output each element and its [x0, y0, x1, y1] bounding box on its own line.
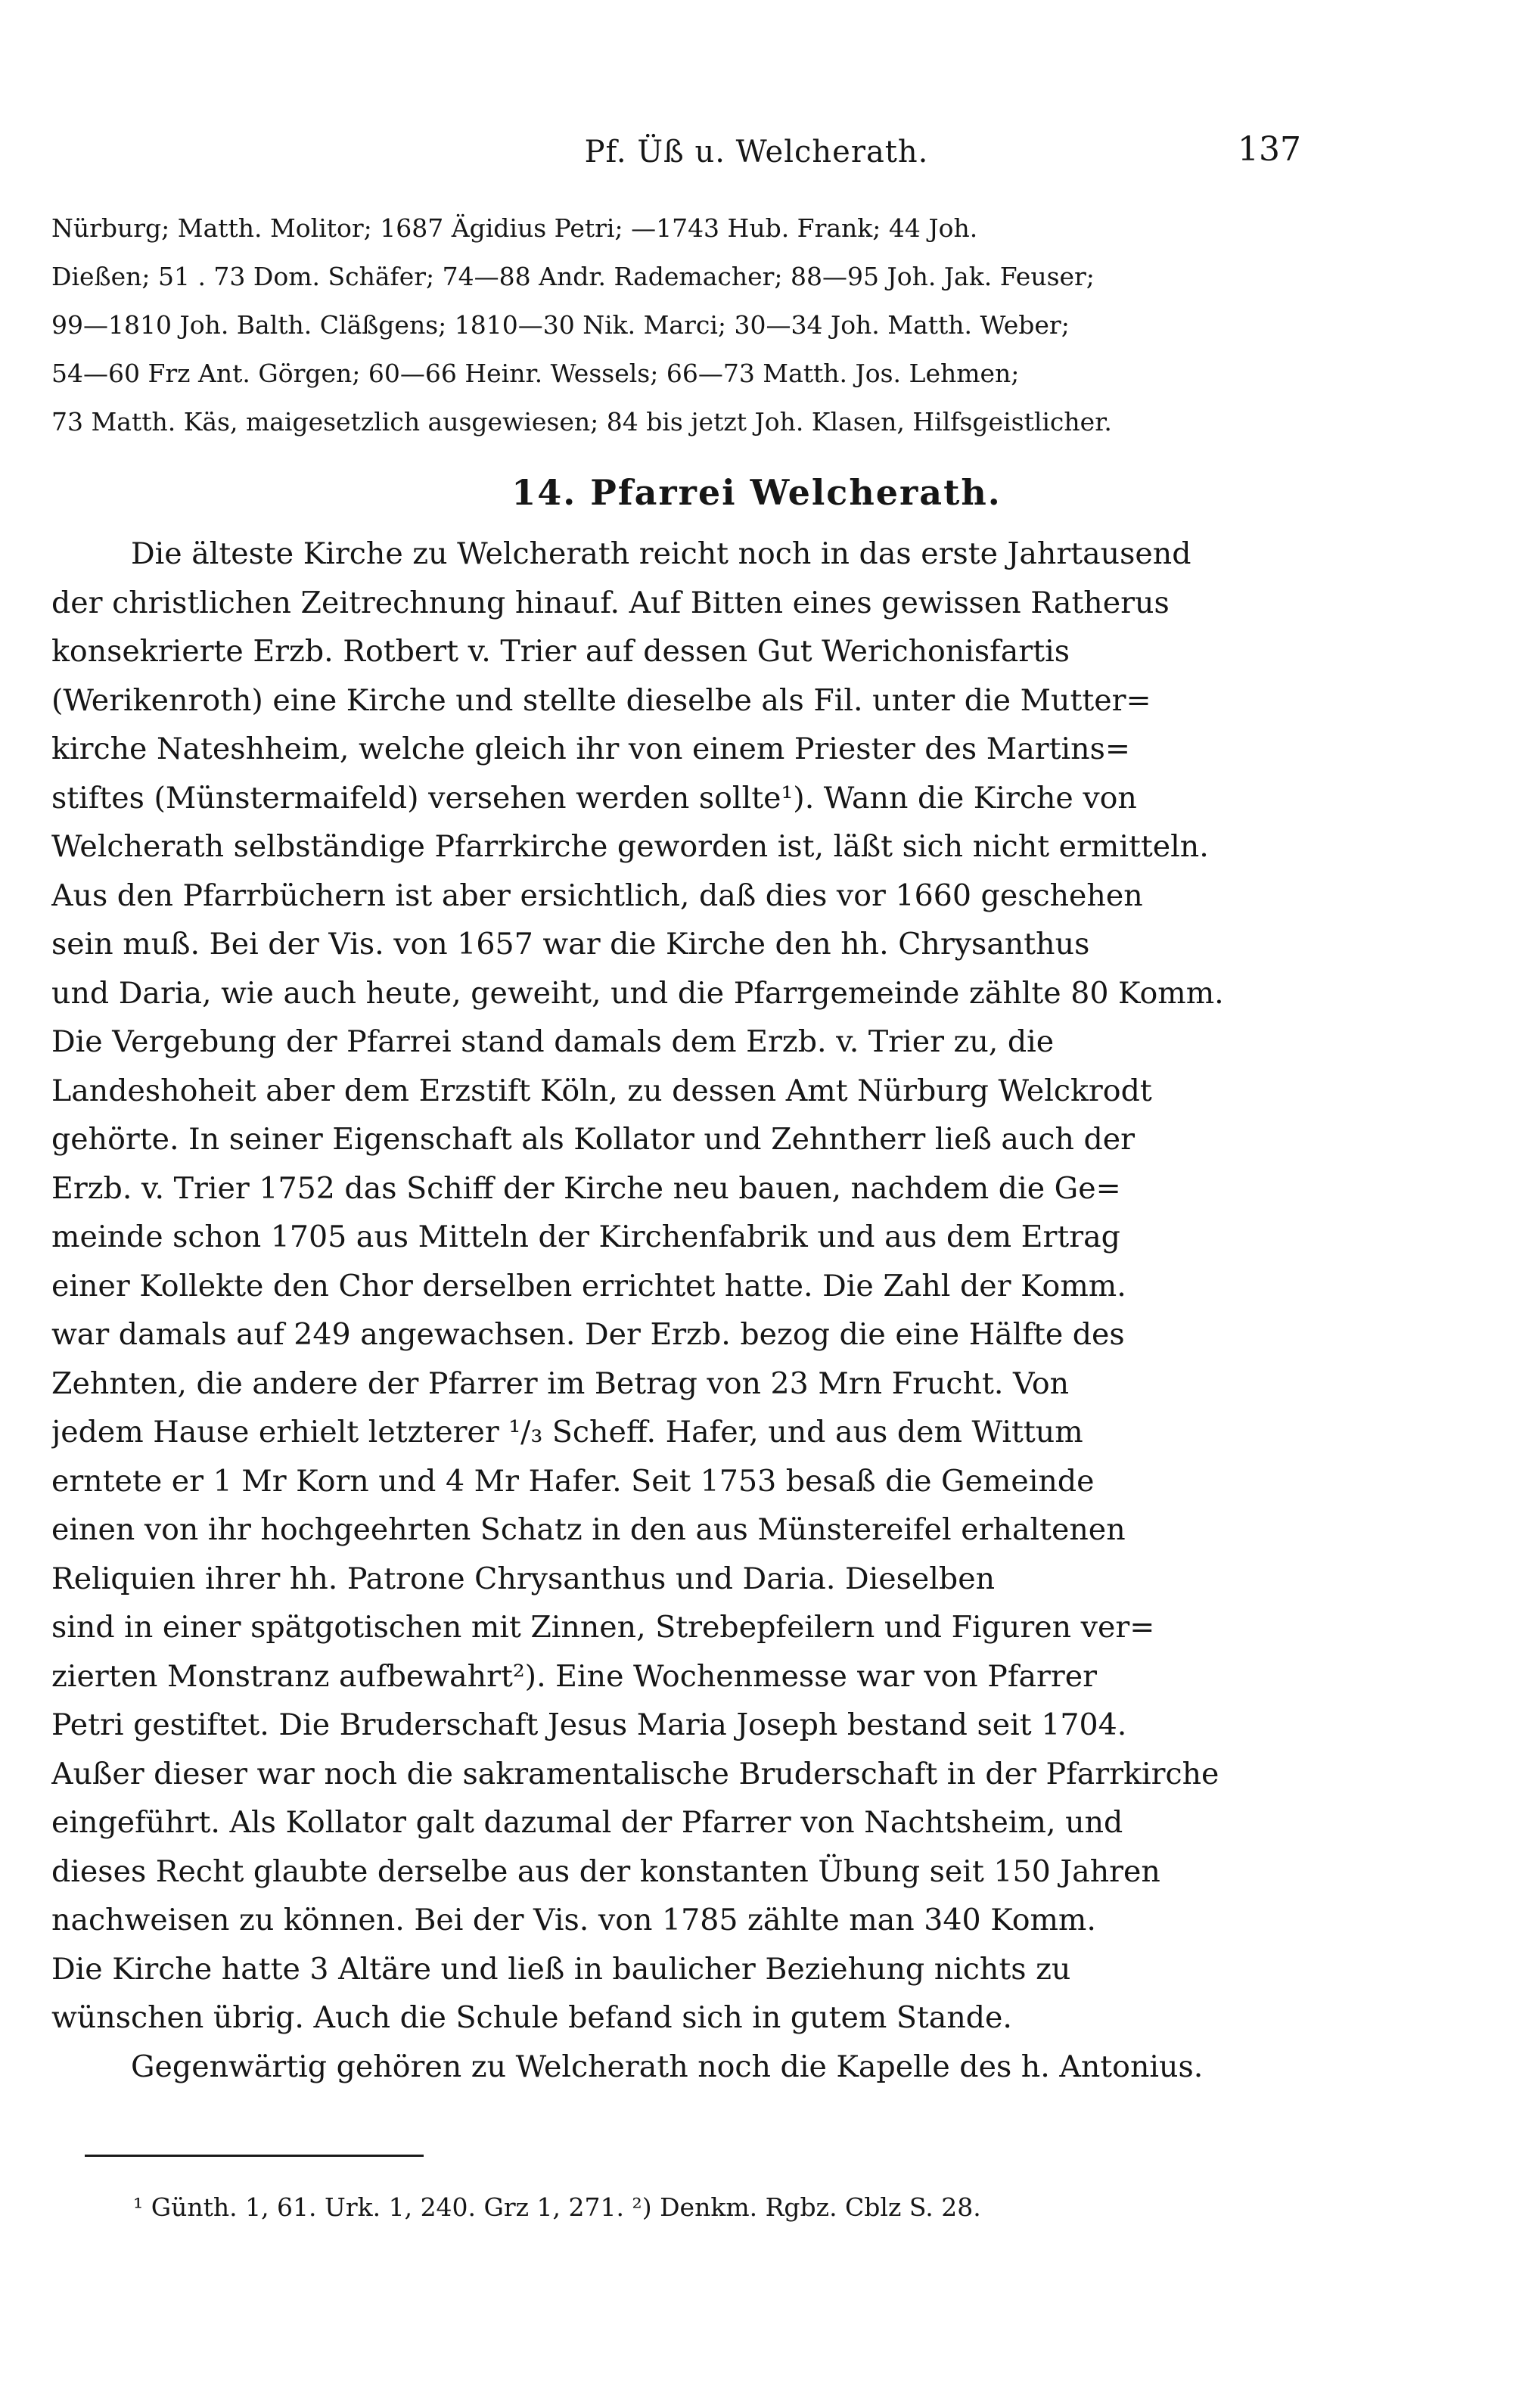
clergy-line: 73 Matth. Käs, maigesetzlich ausgewiesen; 84 bis jetzt Joh. Klasen, Hilfsgeistlicher.	[51, 407, 1112, 437]
section-heading: 14. Pfarrei Welcherath.	[511, 472, 1002, 513]
text-line: einer Kollekte den Chor derselben errichtet hatte. Die Zahl der Komm.	[51, 1268, 1126, 1303]
text-line: Die Kirche hatte 3 Altäre und ließ in baulicher Beziehung nichts zu	[51, 1951, 1071, 1987]
text-line: gehörte. In seiner Eigenschaft als Kollator und Zehntherr ließ auch der	[51, 1122, 1136, 1157]
text-line: Zehnten, die andere der Pfarrer im Betrag von 23 Mrn Frucht. Von	[51, 1366, 1070, 1401]
text-line: eingeführt. Als Kollator galt dazumal der Pfarrer von Nachtsheim, und	[51, 1805, 1123, 1840]
page-number: 137	[1238, 130, 1301, 169]
text-line: erntete er 1 Mr Korn und 4 Mr Hafer. Seit 1753 besaß die Gemeinde	[51, 1463, 1095, 1499]
text-line: nachweisen zu können. Bei der Vis. von 1785 zählte man 340 Komm.	[51, 1903, 1096, 1937]
text-line: der christlichen Zeitrechnung hinauf. Auf Bitten eines gewissen Ratherus	[51, 585, 1170, 620]
text-line: sein muß. Bei der Vis. von 1657 war die Kirche den hh. Chrysanthus	[51, 927, 1090, 962]
text-line: Landeshoheit aber dem Erzstift Köln, zu dessen Amt Nürburg Welckrodt	[51, 1073, 1152, 1108]
text-line: Welcherath selbständige Pfarrkirche geworden ist, läßt sich nicht ermitteln.	[51, 829, 1209, 864]
text-line: dieses Recht glaubte derselbe aus der konstanten Übung seit 150 Jahren	[51, 1853, 1160, 1889]
text-line: Die älteste Kirche zu Welcherath reicht noch in das erste Jahrtausend	[131, 536, 1191, 571]
text-line: Erzb. v. Trier 1752 das Schiff der Kirche neu bauen, nachdem die Ge=	[51, 1170, 1121, 1206]
text-line: und Daria, wie auch heute, geweiht, und die Pfarrgemeinde zählte 80 Komm.	[51, 975, 1224, 1011]
text-line: zierten Monstranz aufbewahrt²). Eine Wochenmesse war von Pfarrer	[51, 1658, 1098, 1694]
text-line: (Werikenroth) eine Kirche und stellte dieselbe als Fil. unter die Mutter=	[51, 682, 1151, 718]
text-line: stiftes (Münstermaifeld) versehen werden sollte¹). Wann die Kirche von	[51, 780, 1137, 816]
clergy-line: 54—60 Frz Ant. Görgen; 60—66 Heinr. Wessels; 66—73 Matth. Jos. Lehmen;	[51, 359, 1020, 388]
text-line: war damals auf 249 angewachsen. Der Erzb. bezog die eine Hälfte des	[51, 1317, 1125, 1352]
text-line: meinde schon 1705 aus Mitteln der Kirchenfabrik und aus dem Ertrag	[51, 1220, 1120, 1254]
text-line: Aus den Pfarrbüchern ist aber ersichtlich, daß dies vor 1660 geschehen	[51, 878, 1143, 913]
text-line: Gegenwärtig gehören zu Welcherath noch die Kapelle des h. Antonius.	[131, 2049, 1204, 2084]
body-text	[51, 530, 1316, 2091]
footnote-separator	[85, 2155, 424, 2157]
running-title: Pf. Üß u. Welcherath.	[584, 135, 929, 169]
text-line: Reliquien ihrer hh. Patrone Chrysanthus und Daria. Dieselben	[51, 1561, 996, 1596]
text-line: einen von ihr hochgeehrten Schatz in den aus Münstereifel erhaltenen	[51, 1512, 1126, 1547]
clergy-list	[51, 204, 1300, 446]
text-line: Petri gestiftet. Die Bruderschaft Jesus Maria Joseph bestand seit 1704.	[51, 1707, 1127, 1742]
clergy-line: Dießen; 51 . 73 Dom. Schäfer; 74—88 Andr. Rademacher; 88—95 Joh. Jak. Feuser;	[51, 262, 1095, 291]
clergy-line: Nürburg; Matth. Molitor; 1687 Ägidius Petri; —1743 Hub. Frank; 44 Joh.	[51, 213, 978, 243]
text-line: jedem Hause erhielt letzterer ¹/₃ Scheff. Hafer, und aus dem Wittum	[51, 1415, 1083, 1449]
clergy-line: 99—1810 Joh. Balth. Cläßgens; 1810—30 Nik. Marci; 30—34 Joh. Matth. Weber;	[51, 310, 1070, 340]
text-line: kirche Nateshheim, welche gleich ihr von einem Priester des Martins=	[51, 732, 1130, 766]
footnote: ¹ Günth. 1, 61. Urk. 1, 240. Grz 1, 271. ²) Denkm. Rgbz. Cblz S. 28.	[133, 2192, 981, 2222]
text-line: sind in einer spätgotischen mit Zinnen, Strebepfeilern und Figuren ver=	[51, 1610, 1155, 1645]
text-line: Die Vergebung der Pfarrei stand damals dem Erzb. v. Trier zu, die	[51, 1024, 1055, 1059]
text-line: konsekrierte Erzb. Rotbert v. Trier auf dessen Gut Werichonisfartis	[51, 634, 1070, 669]
text-line: wünschen übrig. Auch die Schule befand sich in gutem Stande.	[51, 2000, 1012, 2035]
text-line: Außer dieser war noch die sakramentalische Bruderschaft in der Pfarrkirche	[51, 1756, 1219, 1791]
